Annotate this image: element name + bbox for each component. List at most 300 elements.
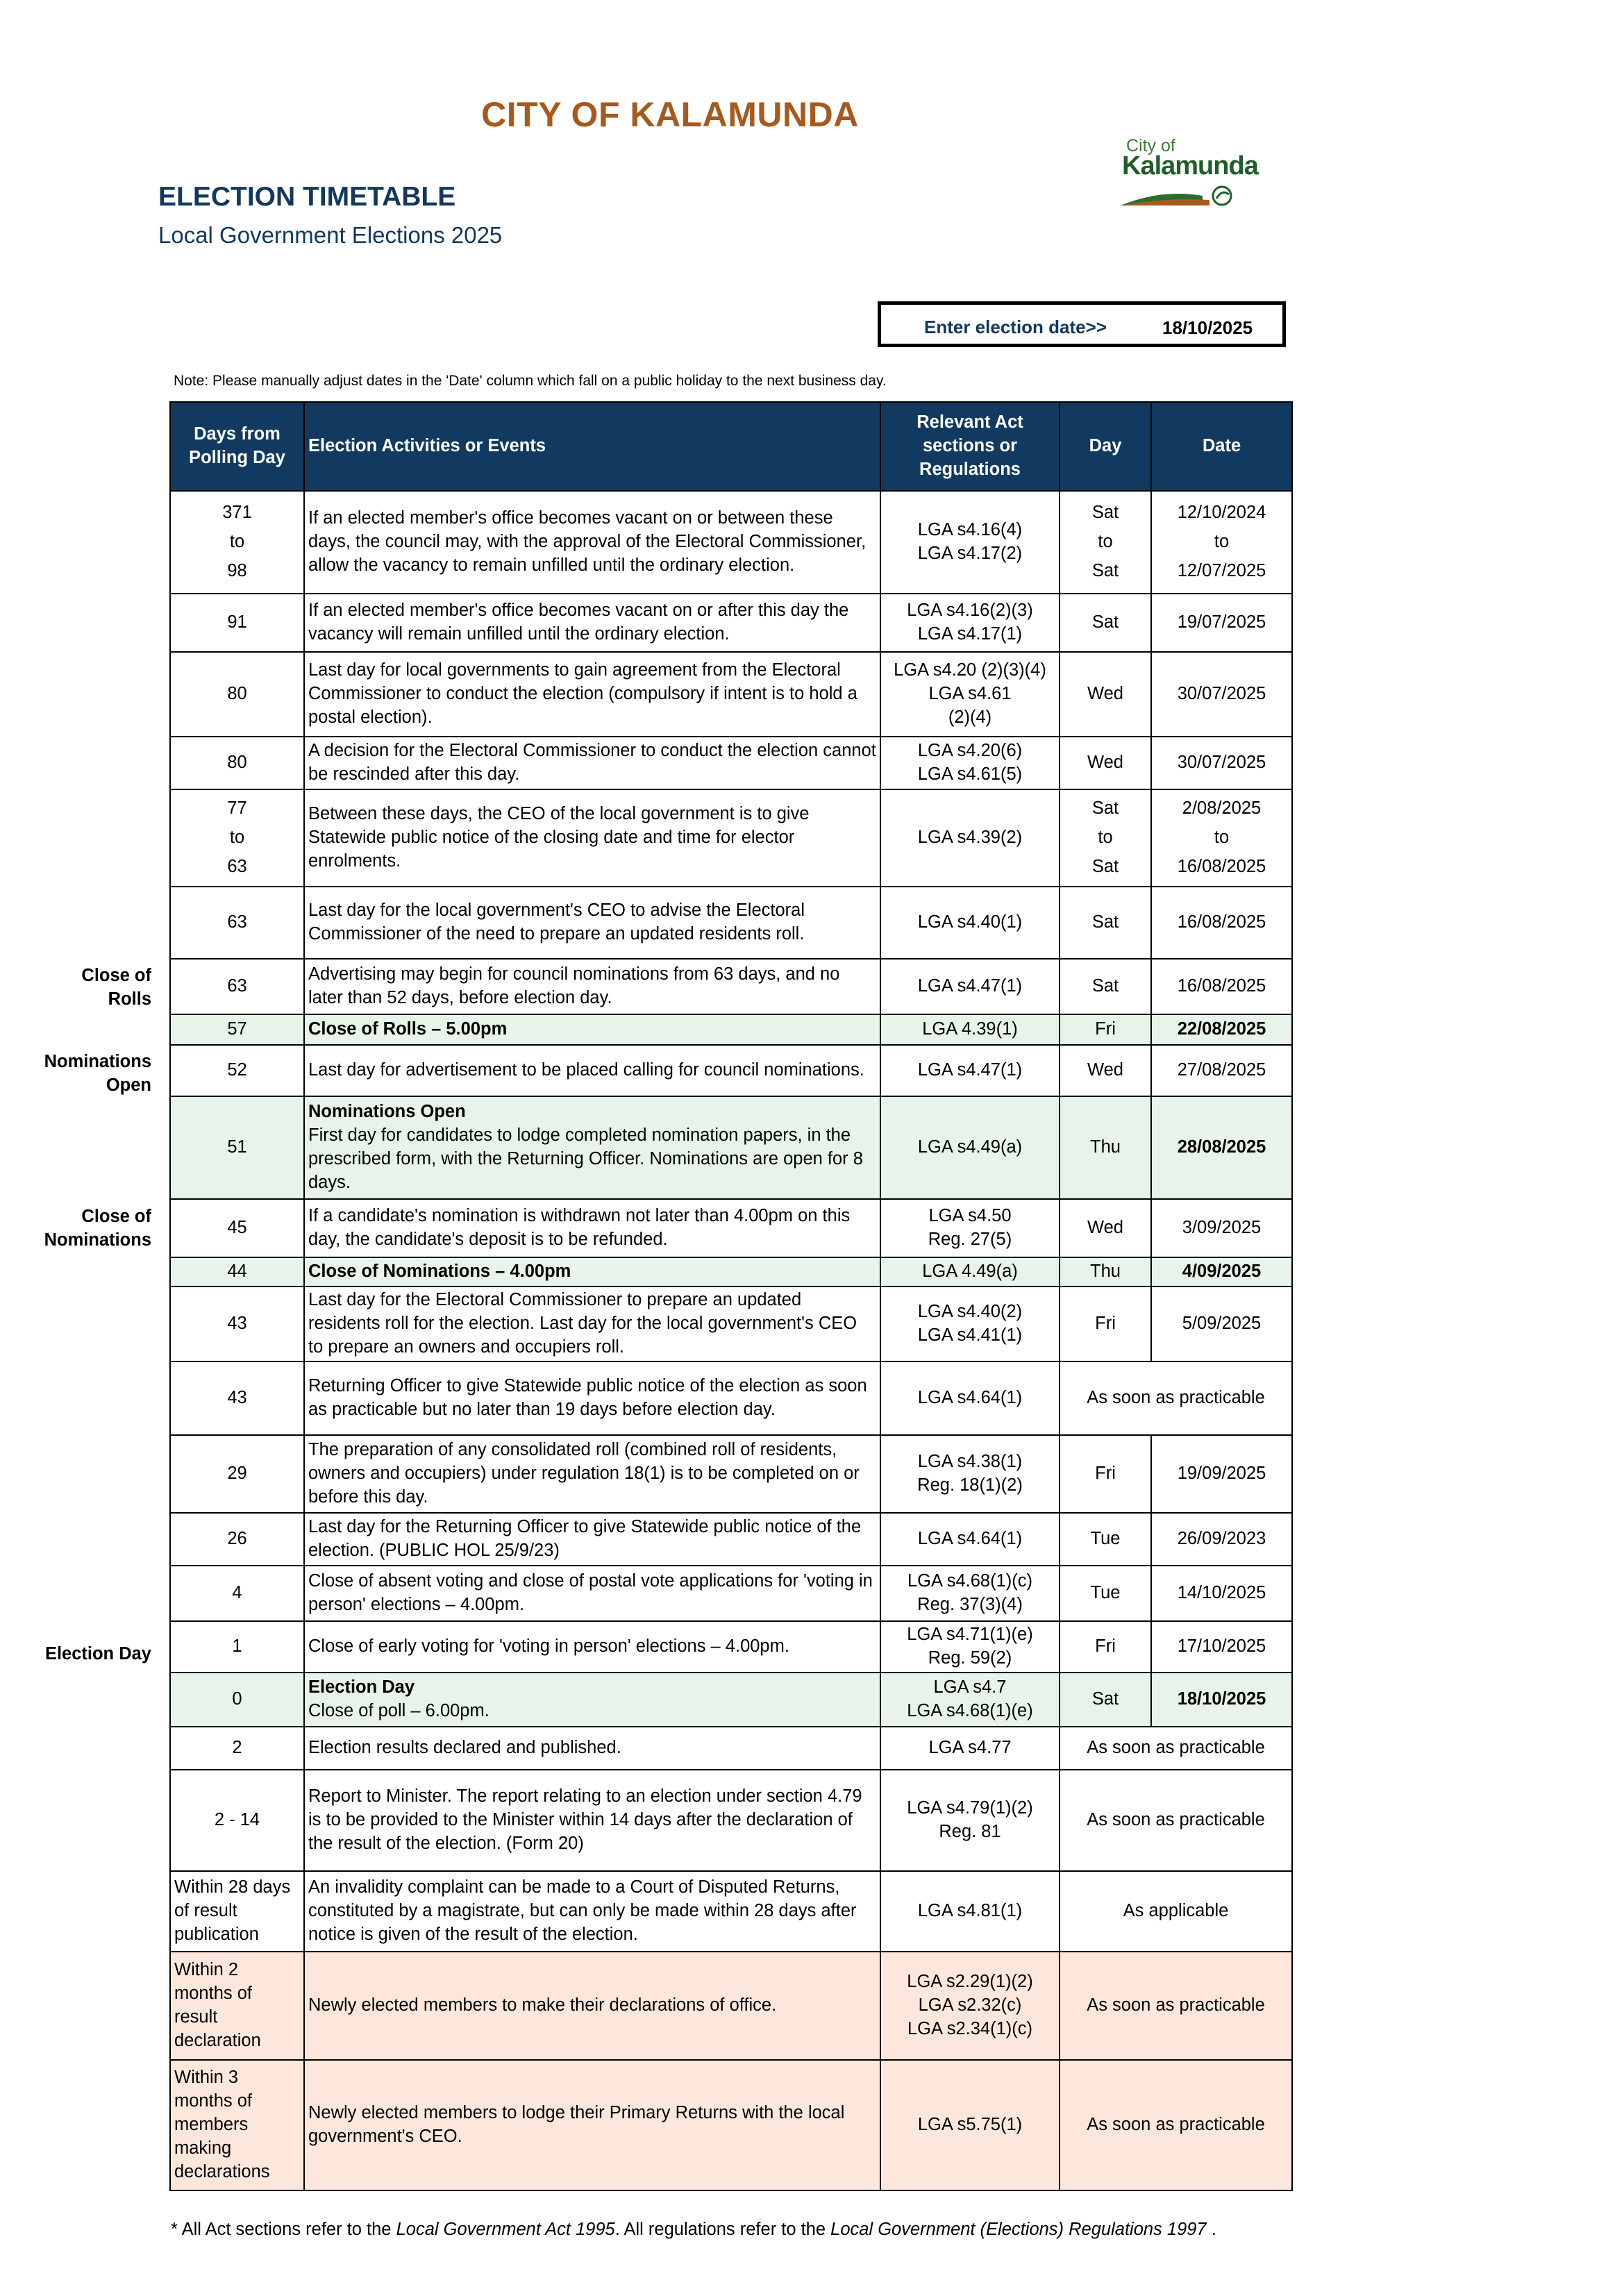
activity-cell	[304, 1287, 880, 1361]
col-header-act-l1: Relevant Act	[916, 412, 1023, 433]
cell-line: LGA s4.7	[933, 1677, 1007, 1698]
day-cell	[1060, 789, 1151, 887]
cell-line: LGA s4.20(6)	[917, 741, 1023, 761]
cell-line: Fri	[1095, 1019, 1116, 1039]
table-row	[170, 1014, 1292, 1045]
cell-line: LGA s4.16(4)	[917, 520, 1023, 540]
activity-cell	[304, 1096, 880, 1199]
days-cell	[170, 1871, 304, 1952]
day-cell	[1060, 1199, 1151, 1257]
days-cell	[170, 1361, 304, 1435]
activity-cell	[304, 1257, 880, 1287]
activity-text: Last day for the local government's CEO to advise the Electoral Commissioner of the need to prepare an updated residents roll.	[308, 900, 805, 944]
date-cell	[1151, 1435, 1292, 1513]
days-cell	[170, 1673, 304, 1727]
cell-line: Wed	[1087, 1218, 1123, 1238]
cell-line: LGA s4.17(2)	[917, 544, 1023, 563]
cell-line: 18/10/2025	[1177, 1689, 1266, 1709]
day-date-merged-cell: As soon as practicable	[1060, 1361, 1292, 1435]
day-date-merged-cell: As soon as practicable	[1060, 1727, 1292, 1770]
cell-line: 63	[227, 976, 247, 996]
footnote-part-1: * All Act sections refer to the	[171, 2220, 396, 2239]
act-cell	[880, 1096, 1060, 1199]
cell-line: LGA s4.64(1)	[917, 1388, 1023, 1408]
days-cell	[170, 491, 304, 594]
footnote	[171, 2218, 1296, 2241]
activity-text: The preparation of any consolidated roll (combined roll of residents, owners and occupiers) under regulation 18(1) is to be completed on or before this day.	[308, 1440, 860, 1507]
activity-text: Close of early voting for 'voting in person' elections – 4.00pm.	[308, 1636, 789, 1657]
day-date-merged-cell: As applicable	[1060, 1871, 1292, 1952]
cell-line: to	[1098, 828, 1113, 848]
cell-line: LGA s2.34(1)(c)	[907, 2018, 1032, 2038]
activity-cell	[304, 1014, 880, 1045]
cell-line: LGA s4.81(1)	[917, 1901, 1023, 1921]
cell-line: Reg. 18(1)(2)	[917, 1475, 1023, 1495]
cell-line: Reg. 81	[939, 1822, 1001, 1841]
footnote-act-name: Local Government Act 1995	[396, 2220, 615, 2239]
cell-line: 3/09/2025	[1182, 1218, 1262, 1238]
activity-cell	[304, 1199, 880, 1257]
col-header-days	[170, 402, 304, 491]
cell-line: Sat	[1091, 503, 1119, 523]
day-cell	[1060, 1435, 1151, 1513]
table-row	[170, 1621, 1292, 1673]
date-cell	[1151, 491, 1292, 594]
table-row	[170, 789, 1292, 887]
act-cell	[880, 1361, 1060, 1435]
days-cell	[170, 1257, 304, 1287]
cell-line: 0	[232, 1689, 242, 1709]
act-cell	[880, 1199, 1060, 1257]
activity-text: If an elected member's office becomes vacant on or after this day the vacancy will remain unfilled until the ordinary election.	[308, 601, 849, 644]
cell-line: LGA s4.47(1)	[917, 976, 1023, 996]
cell-line: 57	[227, 1019, 247, 1039]
cell-line: Fri	[1095, 1464, 1116, 1484]
day-cell	[1060, 1096, 1151, 1199]
activity-cell	[304, 1727, 880, 1770]
cell-line: 27/08/2025	[1177, 1060, 1266, 1080]
cell-line: Thu	[1090, 1262, 1121, 1282]
cell-line: to	[229, 532, 245, 552]
cell-line: 2/08/2025	[1182, 798, 1262, 819]
cell-line: 5/09/2025	[1182, 1314, 1262, 1334]
cell-line: 44	[227, 1262, 247, 1282]
cell-line: LGA s2.29(1)(2)	[907, 1972, 1033, 1992]
table-row	[170, 1513, 1292, 1566]
date-cell	[1151, 652, 1292, 737]
footnote-regulations-name: Local Government (Elections) Regulations 1997	[830, 2220, 1207, 2239]
days-cell	[170, 594, 304, 652]
date-cell	[1151, 1096, 1292, 1199]
cell-line: LGA s4.61(5)	[917, 764, 1023, 784]
cell-line: 63	[227, 912, 247, 932]
act-cell	[880, 652, 1060, 737]
table-row	[170, 737, 1292, 789]
day-cell	[1060, 1513, 1151, 1566]
activity-text: Last day for advertisement to be placed calling for council nominations.	[308, 1060, 864, 1080]
activity-cell	[304, 887, 880, 959]
cell-line: 14/10/2025	[1177, 1583, 1266, 1603]
date-cell	[1151, 737, 1292, 789]
activity-cell	[304, 1045, 880, 1096]
table-row	[170, 1199, 1292, 1257]
activity-cell	[304, 1871, 880, 1952]
activity-text: Last day for the Electoral Commissioner to prepare an updated residents roll for the election. Last day for the local government's CEO to prepare an owners and occupiers roll.	[308, 1290, 857, 1357]
days-cell	[170, 652, 304, 737]
act-cell	[880, 789, 1060, 887]
cell-line: 26/09/2023	[1177, 1529, 1266, 1549]
cell-line: 26	[227, 1529, 247, 1549]
cell-line: 12/07/2025	[1177, 560, 1266, 580]
act-cell	[880, 1621, 1060, 1673]
cell-line: 17/10/2025	[1177, 1636, 1266, 1657]
city-title: CITY OF KALAMUNDA	[481, 95, 859, 134]
act-cell	[880, 1727, 1060, 1770]
date-cell	[1151, 1566, 1292, 1621]
activity-text: Report to Minister. The report relating to an election under section 4.79 is to be provided to the Minister within 14 days after the declaration of the result of the election. (Form 20)	[308, 1786, 862, 1853]
day-cell	[1060, 652, 1151, 737]
activity-text: A decision for the Electoral Commissioner to conduct the election cannot be rescinded after this day.	[308, 741, 876, 784]
cell-line: LGA s4.16(2)(3)	[907, 601, 1033, 621]
table-row	[170, 1952, 1292, 2060]
col-header-act-l2: sections or	[922, 436, 1018, 456]
activity-cell	[304, 737, 880, 789]
days-cell	[170, 737, 304, 789]
days-cell	[170, 1435, 304, 1513]
act-cell	[880, 1513, 1060, 1566]
cell-line: Tue	[1090, 1529, 1121, 1549]
election-date-value[interactable]: 18/10/2025	[1162, 317, 1253, 338]
footnote-part-2: . All regulations refer to the	[614, 2220, 831, 2239]
cell-line: LGA s4.40(1)	[917, 912, 1023, 932]
date-cell	[1151, 1045, 1292, 1096]
timetable-title: ELECTION TIMETABLE	[158, 182, 456, 212]
public-holiday-note: Note: Please manually adjust dates in the 'Date' column which fall on a public holiday to the next business day.	[174, 373, 887, 389]
day-cell	[1060, 1566, 1151, 1621]
city-logo	[1119, 136, 1258, 208]
table-row	[170, 1566, 1292, 1621]
cell-line: to	[1098, 532, 1113, 552]
days-cell	[170, 1287, 304, 1361]
cell-line: 2 - 14	[214, 1810, 260, 1830]
cell-line: Wed	[1087, 1060, 1123, 1080]
activity-title: Close of Nominations – 4.00pm	[308, 1262, 571, 1282]
day-cell	[1060, 594, 1151, 652]
cell-line: Sat	[1091, 560, 1119, 580]
footnote-part-3: .	[1206, 2220, 1216, 2239]
table-row	[170, 1871, 1292, 1952]
act-cell	[880, 1952, 1060, 2060]
activity-text: Election results declared and published.	[308, 1738, 621, 1758]
cell-line: Wed	[1087, 753, 1123, 773]
activity-cell	[304, 789, 880, 887]
cell-line: 43	[227, 1388, 247, 1408]
day-cell	[1060, 1287, 1151, 1361]
cell-line: 91	[227, 612, 247, 632]
cell-line: 2	[232, 1738, 242, 1758]
side-label-nominations-open	[19, 1050, 151, 1098]
cell-line: Within 28 days of result publication	[174, 1877, 291, 1944]
table-row	[170, 1257, 1292, 1287]
cell-line: 16/08/2025	[1177, 976, 1266, 996]
cell-line: LGA s4.39(2)	[917, 828, 1023, 848]
table-row	[170, 1727, 1292, 1770]
cell-line: 1	[232, 1636, 242, 1657]
activity-cell	[304, 1621, 880, 1673]
date-cell	[1151, 1014, 1292, 1045]
date-cell	[1151, 1199, 1292, 1257]
cell-line: 98	[227, 560, 247, 580]
day-cell	[1060, 1045, 1151, 1096]
table-row	[170, 491, 1292, 594]
cell-line: Sat	[1091, 1689, 1119, 1709]
act-cell	[880, 737, 1060, 789]
date-cell	[1151, 594, 1292, 652]
cell-line: 52	[227, 1060, 247, 1080]
cell-line: LGA 4.39(1)	[922, 1019, 1018, 1039]
day-cell	[1060, 1014, 1151, 1045]
col-header-days-l2: Polling Day	[189, 448, 285, 467]
cell-line: LGA s2.32(c)	[918, 1995, 1022, 2016]
days-cell	[170, 1566, 304, 1621]
logo-small-text: City of	[1126, 136, 1175, 156]
day-cell	[1060, 1621, 1151, 1673]
days-cell	[170, 887, 304, 959]
days-cell	[170, 1952, 304, 2060]
act-cell	[880, 1045, 1060, 1096]
activity-text: Newly elected members to lodge their Primary Returns with the local government's CEO.	[308, 2103, 845, 2146]
days-cell	[170, 1513, 304, 1566]
cell-line: Reg. 59(2)	[928, 1648, 1012, 1668]
activity-cell	[304, 959, 880, 1014]
activity-text: Newly elected members to make their declarations of office.	[308, 1995, 777, 2016]
side-label-election-day: Election Day	[44, 1644, 151, 1664]
side-label-close-nominations-l2: Nominations	[44, 1230, 151, 1250]
side-label-nominations-open-l1: Nominations	[44, 1052, 151, 1071]
activity-text: If an elected member's office becomes vacant on or between these days, the council may, with the approval of the Electoral Commissioner, allow the vacancy to remain unfilled until the ordinary election.	[308, 508, 867, 575]
act-cell	[880, 1673, 1060, 1727]
cell-line: 16/08/2025	[1177, 856, 1266, 876]
activity-cell	[304, 1361, 880, 1435]
activity-title: Nominations Open	[308, 1102, 466, 1122]
activity-cell	[304, 1770, 880, 1871]
cell-line: to	[1214, 828, 1230, 848]
activity-cell	[304, 1513, 880, 1566]
act-cell	[880, 491, 1060, 594]
day-cell	[1060, 1673, 1151, 1727]
cell-line: 371	[222, 503, 252, 523]
cell-line: Fri	[1095, 1314, 1116, 1334]
activity-cell	[304, 1435, 880, 1513]
days-cell	[170, 1199, 304, 1257]
activity-cell	[304, 491, 880, 594]
activity-text: Last day for local governments to gain agreement from the Electoral Commissioner to conduct the election (compulsory if intent is to hold a postal election).	[308, 660, 857, 727]
logo-name-text: Kalamunda	[1122, 151, 1258, 181]
activity-cell	[304, 2060, 880, 2190]
election-date-label: Enter election date>>	[924, 317, 1107, 337]
election-date-box[interactable]	[878, 301, 1286, 347]
act-cell	[880, 2060, 1060, 2190]
cell-line: LGA s4.38(1)	[917, 1452, 1023, 1472]
cell-line: LGA s4.61	[928, 684, 1012, 704]
table-row	[170, 1096, 1292, 1199]
days-cell	[170, 1096, 304, 1199]
cell-line: 43	[227, 1314, 247, 1334]
cell-line: Reg. 37(3)(4)	[917, 1595, 1023, 1614]
col-header-day: Day	[1060, 402, 1151, 491]
cell-line: Wed	[1087, 684, 1123, 704]
activity-text: Close of poll – 6.00pm.	[308, 1701, 489, 1720]
table-row	[170, 1361, 1292, 1435]
cell-line: Sat	[1091, 798, 1119, 819]
cell-line: 4	[232, 1583, 242, 1603]
cell-line: 29	[227, 1464, 247, 1484]
cell-line: Reg. 27(5)	[928, 1230, 1012, 1249]
activity-text: Close of absent voting and close of postal vote applications for 'voting in person' elections – 4.00pm.	[308, 1571, 873, 1614]
table-row	[170, 1045, 1292, 1096]
cell-line: 80	[227, 684, 247, 704]
day-date-merged-cell: As soon as practicable	[1060, 2060, 1292, 2190]
act-cell	[880, 1014, 1060, 1045]
cell-line: LGA s4.79(1)(2)	[907, 1798, 1033, 1818]
activity-text: If a candidate's nomination is withdrawn not later than 4.00pm on this day, the candidate's deposit is to be refunded.	[308, 1206, 851, 1249]
cell-line: 30/07/2025	[1177, 684, 1266, 704]
side-label-close-nominations	[19, 1205, 151, 1252]
cell-line: Sat	[1091, 976, 1119, 996]
cell-line: 77	[227, 798, 247, 819]
cell-line: LGA 4.49(a)	[922, 1262, 1018, 1282]
cell-line: LGA s4.64(1)	[917, 1529, 1023, 1549]
table-row	[170, 1673, 1292, 1727]
days-cell	[170, 2060, 304, 2190]
col-header-act-l3: Regulations	[919, 459, 1021, 479]
cell-line: 51	[227, 1137, 247, 1157]
cell-line: 45	[227, 1218, 247, 1238]
days-cell	[170, 959, 304, 1014]
cell-line: 19/09/2025	[1177, 1464, 1266, 1484]
days-cell	[170, 1045, 304, 1096]
day-cell	[1060, 959, 1151, 1014]
cell-line: 30/07/2025	[1177, 753, 1266, 773]
day-date-merged-cell: As soon as practicable	[1060, 1770, 1292, 1871]
col-header-activity: Election Activities or Events	[304, 402, 880, 491]
activity-text: An invalidity complaint can be made to a Court of Disputed Returns, constituted by a magistrate, but can only be made within 28 days after notice is given of the result of the election.	[308, 1877, 857, 1944]
cell-line: 80	[227, 753, 247, 773]
table-row	[170, 959, 1292, 1014]
act-cell	[880, 594, 1060, 652]
logo-landscape-icon	[1119, 185, 1244, 208]
activity-text: Last day for the Returning Officer to give Statewide public notice of the election. (PUBLIC HOL 25/9/23)	[308, 1517, 862, 1560]
act-cell	[880, 1257, 1060, 1287]
activity-cell	[304, 594, 880, 652]
day-cell	[1060, 887, 1151, 959]
side-label-close-nominations-l1: Close of	[81, 1207, 151, 1226]
date-cell	[1151, 1287, 1292, 1361]
cell-line: (2)(4)	[948, 707, 992, 727]
cell-line: LGA s5.75(1)	[917, 2115, 1023, 2135]
cell-line: Within 2 months of result declaration	[174, 1960, 261, 2050]
col-header-days-l1: Days from	[194, 424, 281, 444]
timetable-subtitle: Local Government Elections 2025	[158, 222, 503, 248]
col-header-date: Date	[1151, 402, 1292, 491]
activity-text: Returning Officer to give Statewide public notice of the election as soon as practicable but no later than 19 days before election day.	[308, 1376, 867, 1419]
election-timetable	[169, 401, 1293, 2191]
cell-line: LGA s4.68(1)(e)	[907, 1701, 1033, 1720]
cell-line: Thu	[1090, 1137, 1121, 1157]
cell-line: LGA s4.17(1)	[917, 624, 1023, 644]
activity-title: Close of Rolls – 5.00pm	[308, 1019, 508, 1039]
day-cell	[1060, 737, 1151, 789]
col-header-act	[880, 402, 1060, 491]
date-cell	[1151, 1257, 1292, 1287]
table-header-row	[170, 402, 1292, 491]
day-cell	[1060, 491, 1151, 594]
cell-line: LGA s4.40(2)	[917, 1302, 1023, 1322]
table-row	[170, 1435, 1292, 1513]
act-cell	[880, 1287, 1060, 1361]
day-date-merged-cell: As soon as practicable	[1060, 1952, 1292, 2060]
activity-cell	[304, 1566, 880, 1621]
side-label-close-rolls-l2: Rolls	[108, 989, 151, 1009]
cell-line: 4/09/2025	[1182, 1262, 1262, 1282]
day-cell	[1060, 1257, 1151, 1287]
date-cell	[1151, 1621, 1292, 1673]
days-cell	[170, 1621, 304, 1673]
cell-line: LGA s4.47(1)	[917, 1060, 1023, 1080]
activity-text: Between these days, the CEO of the local government is to give Statewide public notice of the closing date and time for elector enrolments.	[308, 804, 810, 871]
days-cell	[170, 1014, 304, 1045]
side-label-nominations-open-l2: Open	[106, 1075, 151, 1096]
cell-line: Fri	[1095, 1636, 1116, 1657]
cell-line: 16/08/2025	[1177, 912, 1266, 932]
date-cell	[1151, 887, 1292, 959]
table-row	[170, 1770, 1292, 1871]
activity-cell	[304, 1673, 880, 1727]
cell-line: to	[229, 828, 245, 848]
table-row	[170, 2060, 1292, 2190]
date-cell	[1151, 959, 1292, 1014]
cell-line: 12/10/2024	[1177, 503, 1266, 523]
act-cell	[880, 1566, 1060, 1621]
cell-line: 28/08/2025	[1177, 1137, 1266, 1157]
date-cell	[1151, 1513, 1292, 1566]
table-row	[170, 594, 1292, 652]
activity-text: First day for candidates to lodge completed nomination papers, in the prescribed form, with the Returning Officer. Nominations are open for 8 days.	[308, 1125, 863, 1192]
activity-text: Advertising may begin for council nominations from 63 days, and no later than 52 days, before election day.	[308, 964, 840, 1007]
table-row	[170, 1287, 1292, 1361]
cell-line: 22/08/2025	[1177, 1019, 1266, 1039]
cell-line: LGA s4.49(a)	[917, 1137, 1023, 1157]
side-label-close-rolls-l1: Close of	[81, 966, 151, 985]
cell-line: LGA s4.68(1)(c)	[907, 1571, 1032, 1591]
days-cell	[170, 789, 304, 887]
activity-title: Election Day	[308, 1677, 415, 1698]
act-cell	[880, 1435, 1060, 1513]
date-cell	[1151, 1673, 1292, 1727]
days-cell	[170, 1770, 304, 1871]
cell-line: LGA s4.71(1)(e)	[907, 1625, 1033, 1645]
days-cell	[170, 1727, 304, 1770]
side-label-close-rolls	[19, 964, 151, 1012]
cell-line: LGA s4.50	[928, 1206, 1012, 1226]
date-cell	[1151, 789, 1292, 887]
act-cell	[880, 959, 1060, 1014]
cell-line: 19/07/2025	[1177, 612, 1266, 632]
act-cell	[880, 1871, 1060, 1952]
activity-cell	[304, 652, 880, 737]
cell-line: Sat	[1091, 856, 1119, 876]
table-row	[170, 887, 1292, 959]
